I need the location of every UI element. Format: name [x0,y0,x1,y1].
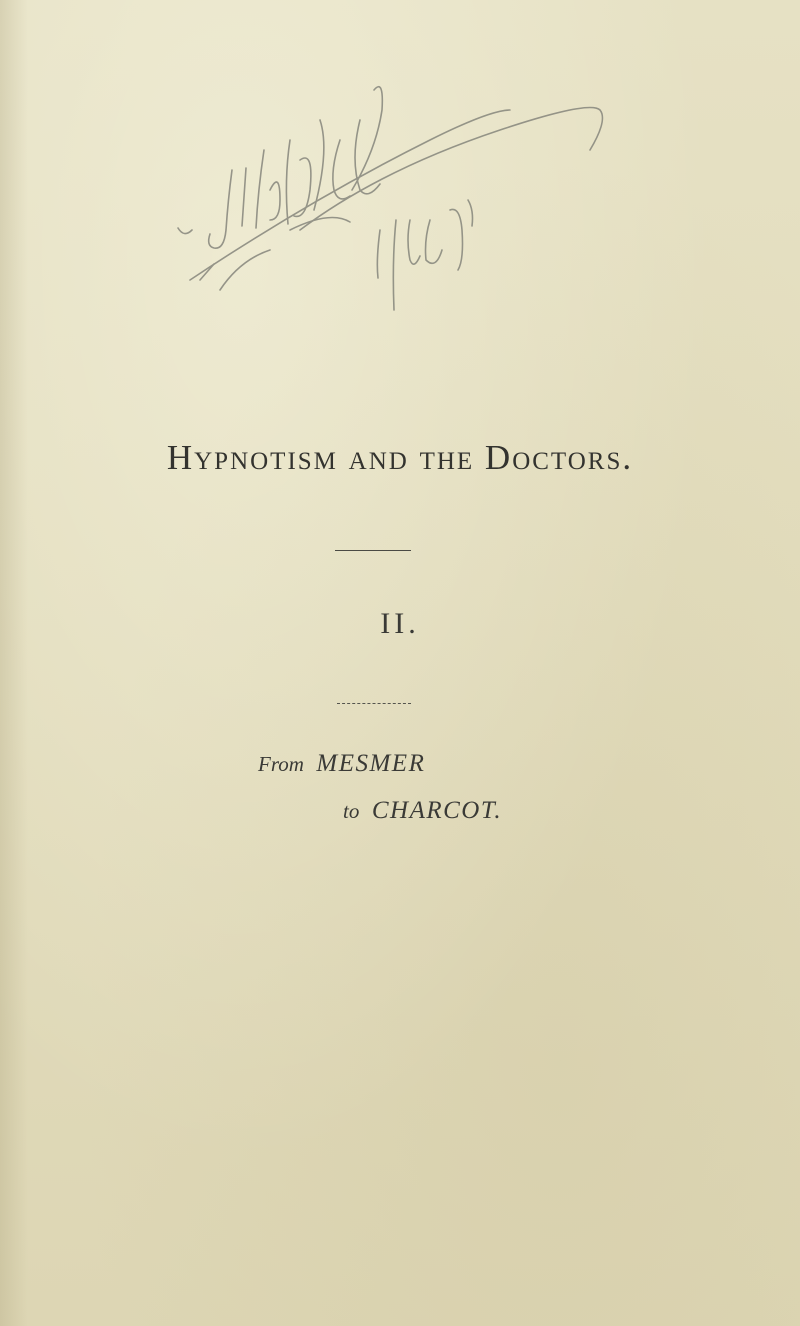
page-edge-shadow [0,0,28,1326]
subtitle-from-name: MESMER [316,750,426,777]
volume-number: II. [380,607,420,640]
subtitle-line-from [258,750,425,778]
decorative-rule-top [335,550,411,551]
subtitle-to-name: CHARCOT. [371,797,503,824]
book-title: Hypnotism and the Doctors. [166,438,634,477]
subtitle-line-to [343,797,502,825]
decorative-rule-bottom [337,703,411,704]
subtitle-from-word: From [258,752,304,776]
handwritten-signature [160,80,630,340]
subtitle-to-word: to [343,799,360,823]
